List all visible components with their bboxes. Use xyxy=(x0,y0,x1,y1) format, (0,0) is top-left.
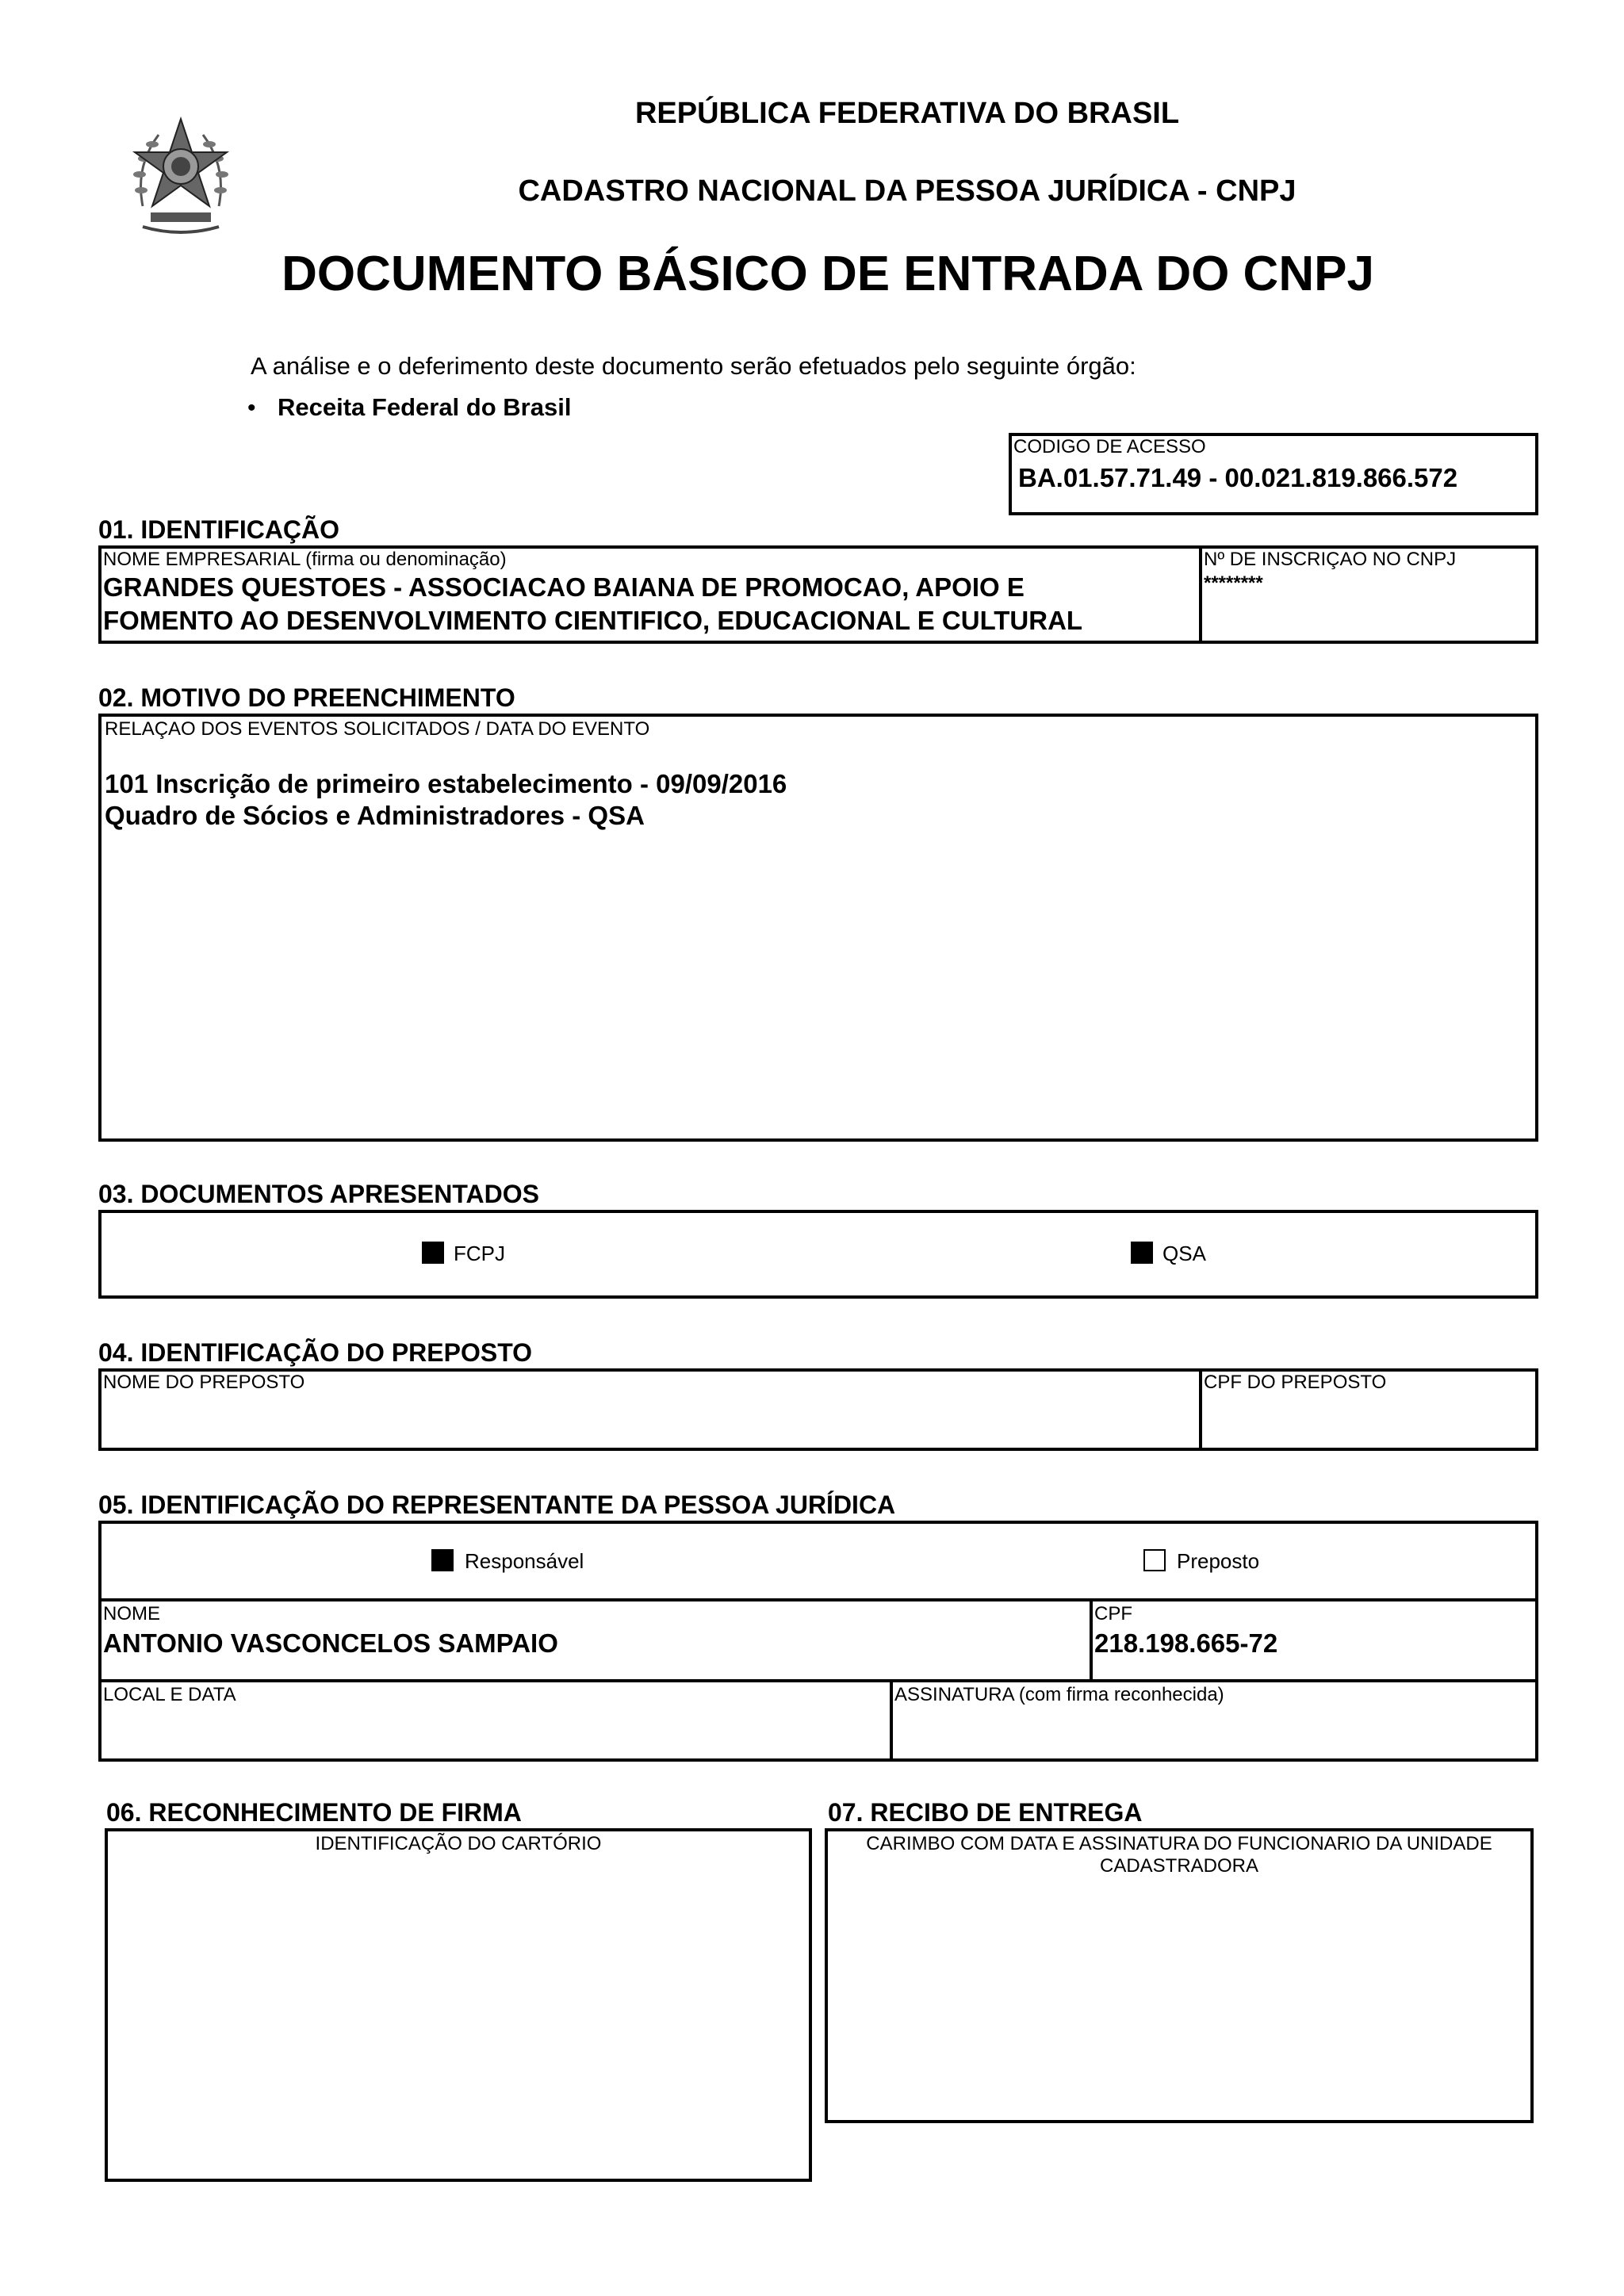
divider xyxy=(890,1679,893,1762)
section-02-title: 02. MOTIVO DO PREENCHIMENTO xyxy=(98,683,515,712)
preposto-checkbox[interactable] xyxy=(1143,1549,1166,1571)
registry-title: CADASTRO NACIONAL DA PESSOA JURÍDICA - CNPJ xyxy=(518,174,1297,208)
notary-label: IDENTIFICAÇÃO DO CARTÓRIO xyxy=(315,1833,602,1854)
company-name-label: NOME EMPRESARIAL (firma ou denominação) xyxy=(103,549,507,570)
divider xyxy=(1199,1368,1202,1451)
representative-cpf-value: 218.198.665-72 xyxy=(1094,1628,1278,1658)
events-label: RELAÇAO DOS EVENTOS SOLICITADOS / DATA DO EVENTO xyxy=(105,718,650,740)
representative-name-value: ANTONIO VASCONCELOS SAMPAIO xyxy=(103,1628,558,1658)
event-item: 101 Inscrição de primeiro estabelecimento - 09/09/2016 xyxy=(105,769,787,798)
representative-cpf-label: CPF xyxy=(1094,1603,1132,1624)
agency-name: Receita Federal do Brasil xyxy=(278,393,572,421)
proxy-cpf-label: CPF DO PREPOSTO xyxy=(1204,1372,1387,1393)
access-code-value: BA.01.57.71.49 - 00.021.819.866.572 xyxy=(1018,463,1458,492)
divider xyxy=(1199,545,1202,644)
page-title: DOCUMENTO BÁSICO DE ENTRADA DO CNPJ xyxy=(282,247,1374,301)
responsible-checkbox[interactable] xyxy=(431,1549,454,1571)
analysis-note: A análise e o deferimento deste documento serão efetuados pelo seguinte órgão: xyxy=(251,352,1136,380)
cnpj-label: Nº DE INSCRIÇAO NO CNPJ xyxy=(1204,549,1457,570)
divider xyxy=(98,1679,1538,1682)
signature-label: ASSINATURA (com firma reconhecida) xyxy=(894,1684,1224,1705)
qsa-label: QSA xyxy=(1162,1242,1206,1265)
documents-box xyxy=(98,1210,1538,1299)
divider xyxy=(98,1598,1538,1601)
section-01-title: 01. IDENTIFICAÇÃO xyxy=(98,515,340,544)
company-name-line-2: FOMENTO AO DESENVOLVIMENTO CIENTIFICO, EDUCACIONAL E CULTURAL xyxy=(103,606,1083,635)
access-code-label: CODIGO DE ACESSO xyxy=(1013,436,1206,457)
place-date-label: LOCAL E DATA xyxy=(103,1684,236,1705)
proxy-name-label: NOME DO PREPOSTO xyxy=(103,1372,305,1393)
fcpj-label: FCPJ xyxy=(454,1242,505,1265)
section-03-title: 03. DOCUMENTOS APRESENTADOS xyxy=(98,1180,539,1208)
fcpj-checkbox[interactable] xyxy=(422,1242,444,1264)
notary-box xyxy=(105,1828,812,2182)
event-item: Quadro de Sócios e Administradores - QSA xyxy=(105,801,645,830)
company-name-line-1: GRANDES QUESTOES - ASSOCIACAO BAIANA DE PROMOCAO, APOIO E xyxy=(103,572,1025,602)
republic-title: REPÚBLICA FEDERATIVA DO BRASIL xyxy=(634,97,1180,130)
cnpj-value: ******** xyxy=(1204,572,1263,594)
responsible-label: Responsável xyxy=(465,1549,584,1573)
divider xyxy=(1090,1598,1093,1681)
qsa-checkbox[interactable] xyxy=(1131,1242,1153,1264)
receipt-label-line-1: CARIMBO COM DATA E ASSINATURA DO FUNCIONARIO DA UNIDADE xyxy=(866,1833,1492,1854)
preposto-label: Preposto xyxy=(1177,1549,1260,1573)
representative-name-label: NOME xyxy=(103,1603,160,1624)
section-05-title: 05. IDENTIFICAÇÃO DO REPRESENTANTE DA PESSOA JURÍDICA xyxy=(98,1490,896,1519)
section-07-title: 07. RECIBO DE ENTREGA xyxy=(828,1798,1143,1827)
section-06-title: 06. RECONHECIMENTO DE FIRMA xyxy=(106,1798,522,1827)
section-04-title: 04. IDENTIFICAÇÃO DO PREPOSTO xyxy=(98,1338,533,1367)
bullet-icon: • xyxy=(247,395,256,421)
receipt-label-line-2: CADASTRADORA xyxy=(1099,1855,1259,1877)
